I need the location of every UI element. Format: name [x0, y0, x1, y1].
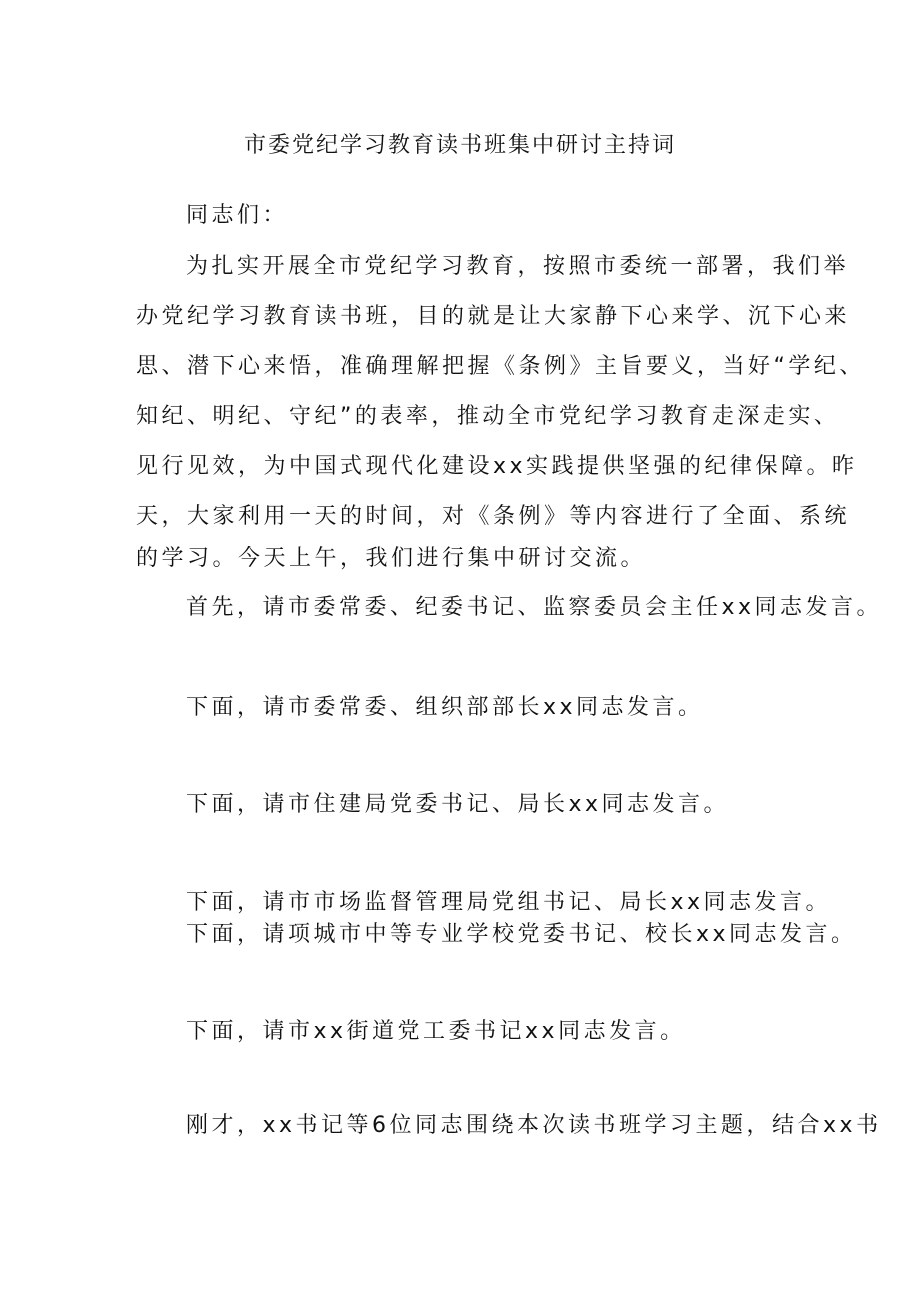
paragraph-line: 天，大家利用一天的时间，对《条例》等内容进行了全面、系统 — [136, 504, 851, 529]
speaker-line: 下面，请项城市中等专业学校党委书记、校长xx同志发言。 — [186, 922, 857, 947]
paragraph-line: 的学习。今天上午，我们进行集中研讨交流。 — [136, 546, 647, 571]
paragraph-line: 思、潜下心来悟，准确理解把握《条例》主旨要义，当好“学纪、 — [136, 354, 865, 379]
speaker-line: 下面，请市市场监督管理局党组书记、局长xx同志发言。 — [186, 890, 832, 915]
paragraph-line: 办党纪学习教育读书班，目的就是让大家静下心来学、沉下心来 — [136, 304, 851, 329]
salutation: 同志们： — [186, 203, 289, 228]
paragraph-line: 知纪、明纪、守纪”的表率，推动全市党纪学习教育走深走实、 — [136, 404, 840, 429]
speaker-line: 首先，请市委常委、纪委书记、监察委员会主任xx同志发言。 — [186, 595, 883, 620]
speaker-line: 下面，请市委常委、组织部部长xx同志发言。 — [186, 695, 704, 720]
paragraph-line: 见行见效，为中国式现代化建设xx实践提供坚强的纪律保障。昨 — [136, 454, 858, 479]
speaker-line: 下面，请市住建局党委书记、局长xx同志发言。 — [186, 792, 730, 817]
document-title: 市委党纪学习教育读书班集中研讨主持词 — [243, 133, 676, 158]
paragraph-line: 为扎实开展全市党纪学习教育，按照市委统一部署，我们举 — [186, 254, 850, 279]
closing-line: 刚才，xx书记等6位同志围绕本次读书班学习主题，结合xx书 — [186, 1113, 882, 1138]
speaker-line: 下面，请市xx街道党工委书记xx同志发言。 — [186, 1019, 686, 1044]
